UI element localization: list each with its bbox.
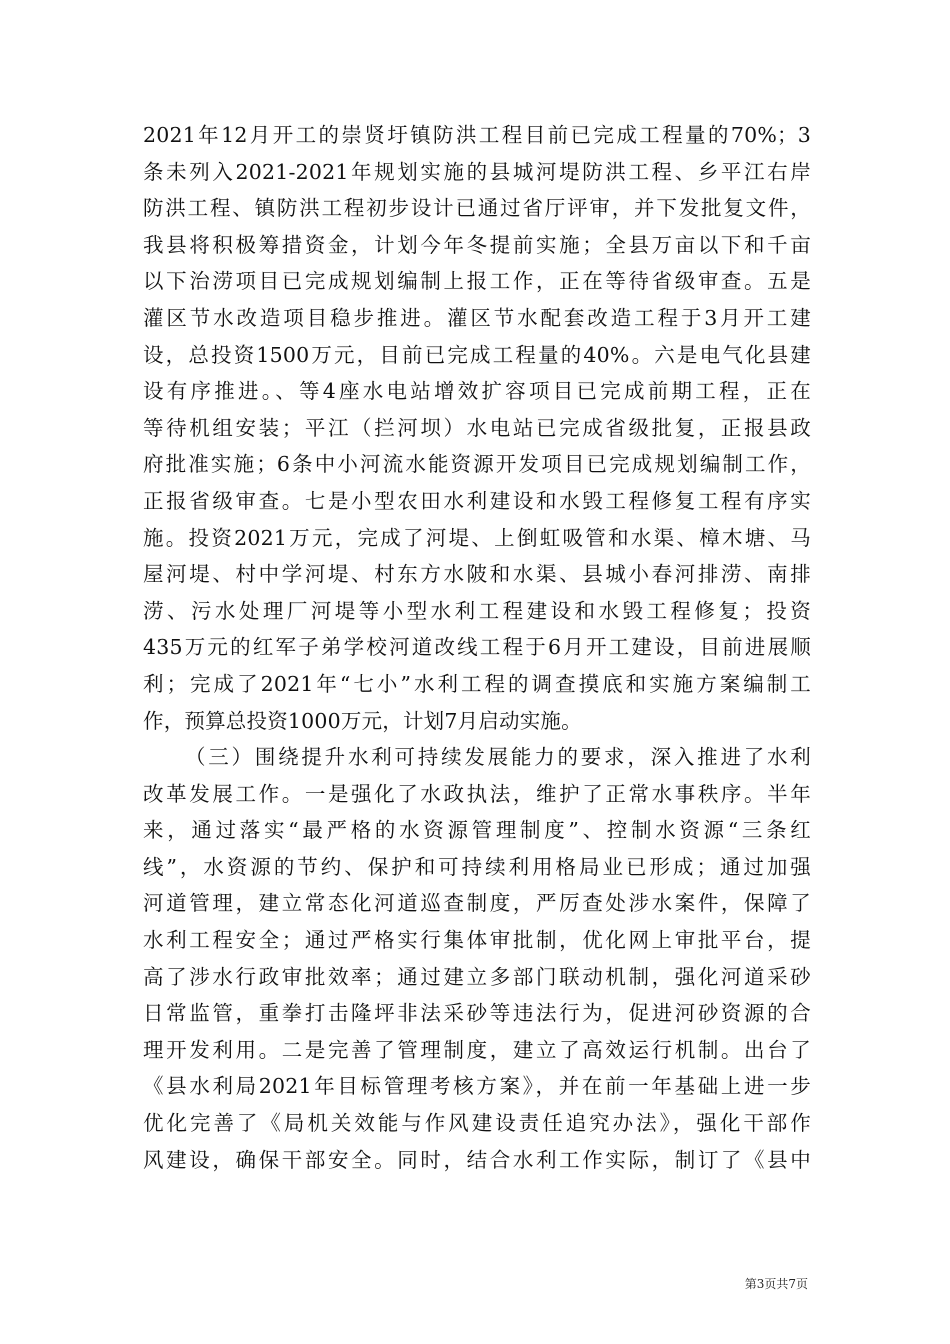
text-line: 来，通过落实“最严格的水资源管理制度”、控制水资源“三条红 (143, 818, 811, 843)
document-body (143, 117, 811, 1178)
text-line: 屋河堤、村中学河堤、村东方水陂和水渠、县城小春河排涝、南排 (143, 562, 811, 587)
text-line: 改革发展工作。一是强化了水政执法，维护了正常水事秩序。半年 (143, 781, 811, 806)
text-line: 条未列入2021-2021年规划实施的县城河堤防洪工程、乡平江右岸 (143, 159, 811, 184)
text-line: 《县水利局2021年目标管理考核方案》，并在前一年基础上进一步 (143, 1074, 811, 1099)
text-line: 设有序推进。、等4座水电站增效扩容项目已完成前期工程，正在 (143, 379, 811, 404)
paragraph-start-line: （三）围绕提升水利可持续发展能力的要求，深入推进了水利 (185, 745, 811, 770)
text-line: 利；完成了2021年“七小”水利工程的调查摸底和实施方案编制工 (143, 671, 811, 696)
text-line: 优化完善了《局机关效能与作风建设责任追究办法》，强化干部作 (143, 1111, 811, 1136)
text-line: 设，总投资1500万元，目前已完成工程量的40%。六是电气化县建 (143, 342, 811, 367)
text-line: 等待机组安装；平江（拦河坝）水电站已完成省级批复，正报县政 (143, 415, 811, 440)
text-line: 施。投资2021万元，完成了河堤、上倒虹吸管和水渠、樟木塘、马 (143, 525, 811, 550)
text-line: 水利工程安全；通过严格实行集体审批制，优化网上审批平台，提 (143, 928, 811, 953)
text-line: 435万元的红军子弟学校河道改线工程于6月开工建设，目前进展顺 (143, 635, 811, 660)
text-line: 正报省级审查。七是小型农田水利建设和水毁工程修复工程有序实 (143, 488, 811, 513)
text-line: 2021年12月开工的崇贤圩镇防洪工程目前已完成工程量的70%；3 (143, 123, 811, 147)
paragraph-end-line: 作，预算总投资1000万元，计划7月启动实施。 (143, 708, 582, 733)
text-line: 高了涉水行政审批效率；通过建立多部门联动机制，强化河道采砂 (143, 964, 811, 989)
text-line: 河道管理，建立常态化河道巡查制度，严厉查处涉水案件，保障了 (143, 891, 811, 916)
text-line: 理开发利用。二是完善了管理制度，建立了高效运行机制。出台了 (143, 1037, 811, 1062)
page-number: 第3页共7页 (744, 1277, 808, 1291)
text-line: 灌区节水改造项目稳步推进。灌区节水配套改造工程于3月开工建 (143, 305, 811, 330)
text-line: 我县将积极筹措资金，计划今年冬提前实施；全县万亩以下和千亩 (143, 232, 811, 257)
text-line: 日常监管，重拳打击隆坪非法采砂等违法行为，促进河砂资源的合 (143, 1001, 811, 1026)
text-line: 府批准实施；6条中小河流水能资源开发项目已完成规划编制工作， (143, 452, 811, 477)
text-line: 风建设，确保干部安全。同时，结合水利工作实际，制订了《县中 (143, 1147, 811, 1172)
text-line: 涝、污水处理厂河堤等小型水利工程建设和水毁工程修复；投资 (143, 598, 811, 623)
text-line: 防洪工程、镇防洪工程初步设计已通过省厅评审，并下发批复文件， (143, 196, 811, 221)
text-line: 以下治涝项目已完成规划编制上报工作，正在等待省级审查。五是 (143, 269, 811, 294)
text-line: 线”，水资源的节约、保护和可持续利用格局业已形成；通过加强 (143, 854, 811, 879)
